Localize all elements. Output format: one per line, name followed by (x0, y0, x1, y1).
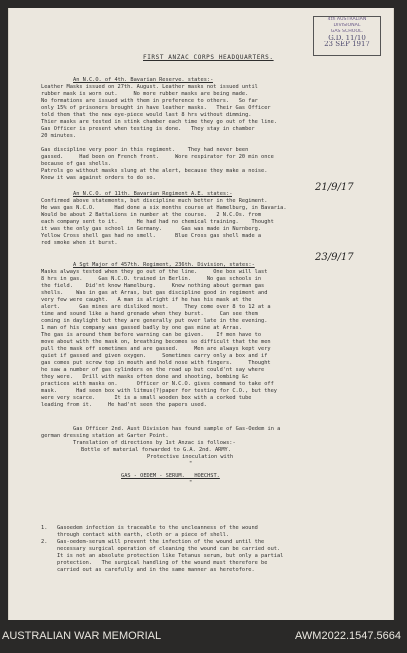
text-line: 1. Gasoedem infection is traceable to the uncleanness of the wound (41, 525, 258, 531)
text-line: No formations are issued with them in preference to others. So far (41, 98, 258, 104)
text-line: alert. Gas mines are disliked most. They come over 8 to 12 at a (41, 304, 271, 310)
text-line: protection. The surgical handling of the wound must therefore be (41, 560, 268, 566)
stamp-line-3: GAS SCHOOL. (330, 29, 364, 34)
text-line: carried out as carefully and in the same manner as heretofore. (41, 567, 255, 573)
text-line: very few were caught. A man is alright if he has his mask at the (41, 297, 252, 303)
document-sheet (8, 8, 394, 620)
text-line: An N.C.O. of 4th. Bavarian Reserve. states:- (73, 77, 214, 83)
text-line: It is not an absolute protection like Tetanus serum, but only a partial (41, 553, 284, 559)
stamp-line-1: 4th AUSTRALIAN (327, 17, 367, 22)
text-line: Confirmed above statements, but discipline much better in the Regiment. (41, 198, 268, 204)
text-line: 1 man of his company was gassed badly by one gas mine at Arras. (41, 325, 242, 331)
text-line: Patrols go without masks slung at the alert, because they make a noise. (41, 168, 268, 174)
text-line: 8 hrs in gas. Gas N.C.O. trained in Berlin. No gas schools in (41, 276, 262, 282)
catalogue-number: AWM2022.1547.5664 (295, 630, 401, 642)
handwritten-date-2: 23/9/17 (315, 252, 354, 263)
text-line: " (189, 480, 193, 486)
text-line: Would be about 2 Battalions in number at the course. 2 N.C.Os. from (41, 212, 262, 218)
text-line: necessary surgical operation of cleaning the wound can be carried out. (41, 546, 281, 552)
handwritten-date-1: 21/9/17 (315, 182, 354, 193)
text-line: Translation of directions by 1st Anzac is follows:- (73, 440, 236, 446)
text-line: leading from it. He had'nt seen the papers used. (41, 402, 207, 408)
text-line: coming in daylight but they are generally put over late in the evening. (41, 318, 268, 324)
text-line: Masks always tested when they go out of the line. One box will last (41, 269, 268, 275)
stamp-reference: G.D. 11/10 (328, 35, 366, 41)
text-line: Leather Masks issued on 27th. August. Leather masks not issued until (41, 84, 258, 90)
document-heading: FIRST ANZAC CORPS HEADQUARTERS. (143, 54, 274, 61)
archive-name: AUSTRALIAN WAR MEMORIAL (2, 630, 162, 642)
text-line: german dressing station at Garter Point. (41, 433, 169, 439)
text-line: Gas Officer is present when testing is done. They stay in chamber (41, 126, 255, 132)
text-line: he saw a number of gas cylinders on the road up but could'nt say where (41, 367, 265, 373)
text-line: move about with the mask on, breathing becomes so difficult that the men (41, 339, 271, 345)
text-line: quiet if gassed and given oxygen. Sometimes carry only a box and if (41, 353, 268, 359)
text-line: because of gas shells. (41, 161, 112, 167)
text-line: mask. Had seen box with litmus(?)paper for testing for C.O., but they (41, 388, 277, 394)
text-line: each company sent to it. He had had no chemical training. Thought (41, 219, 274, 225)
text-line: " (189, 461, 193, 467)
text-line: shells. Was in gas at Arras, but gas discipline good in regiment and (41, 290, 268, 296)
text-line: practices with masks on. Officer or N.C.O. gives command to take off (41, 381, 274, 387)
text-line: He was gas N.C.O. Had done a six months course at Hamelburg, in Bavaria. (41, 205, 287, 211)
text-line: told them that the new eye-piece would last 8 hrs without dimming. (41, 112, 252, 118)
text-line: red smoke when it burst. (41, 240, 118, 246)
text-line: Thier masks are tested in stink chamber each time they go out of the line. (41, 119, 277, 125)
text-line: it was the only gas school in Germany. Gas was made in Nurnberg. (41, 226, 262, 232)
text-line: the field. Did'nt know Hamelburg. Knew nothing about german gas (41, 283, 265, 289)
text-line: pull the mask off sometimes and are gassed. Men are always kept very (41, 346, 271, 352)
text-line: rubber mask is worn out. No more rubber masks are being made. (41, 91, 249, 97)
text-line: The gas is around them before warning can be given. If men have to (41, 332, 262, 338)
text-line: 20 minutes. (41, 133, 77, 139)
archive-caption-bar (0, 620, 407, 653)
text-line: were very scarce. It is a small wooden box with a corked tube (41, 395, 252, 401)
text-line: Bottle of material forwarded to G.A. 2nd. ARMY. (81, 447, 231, 453)
text-line: GAS - OEDEM - SERUM. HOECHST. (121, 473, 220, 479)
text-line: A Sgt Major of 457th. Regiment, 236th. Division, states:- (73, 262, 255, 268)
text-line: An N.C.O. of 11th. Bavarian Regiment A.E. states:- (73, 191, 233, 197)
text-line: time and sound like a hand grenade when they burst. Can see them (41, 311, 258, 317)
text-line: only 15% of prisoners brought in have leather masks. Their Gas Officer (41, 105, 271, 111)
text-line: gas comes put screw top in mouth and hold nose with fingers. Thought (41, 360, 271, 366)
stamp-line-2: DIVISIONAL (333, 23, 361, 28)
text-line: Gas Officer 2nd. Aust Division has found sample of Gas-Oedem in a (73, 426, 281, 432)
text-line: Yellow Cross shell gas had no smell. Blue Cross gas shell made a (41, 233, 262, 239)
typewritten-text (9, 8, 393, 620)
stamp-date: 23 SEP 1917 (324, 41, 370, 47)
text-line: they were. Drill with masks often done and shooting, bombing &c (41, 374, 249, 380)
text-line: 2. Gas-oedem-serum will prevent the infection of the wound until the (41, 539, 265, 545)
text-line: through contact with earth, cloth or a piece of shell. (41, 532, 230, 538)
text-line: gassed. Had been on French front. Wore respirator for 20 min once (41, 154, 274, 160)
text-line: Gas discipline very poor in this regiment. They had never been (41, 147, 249, 153)
text-line: Knew it was against orders to do so. (41, 175, 156, 181)
text-line: Protective inoculation with (147, 454, 234, 460)
